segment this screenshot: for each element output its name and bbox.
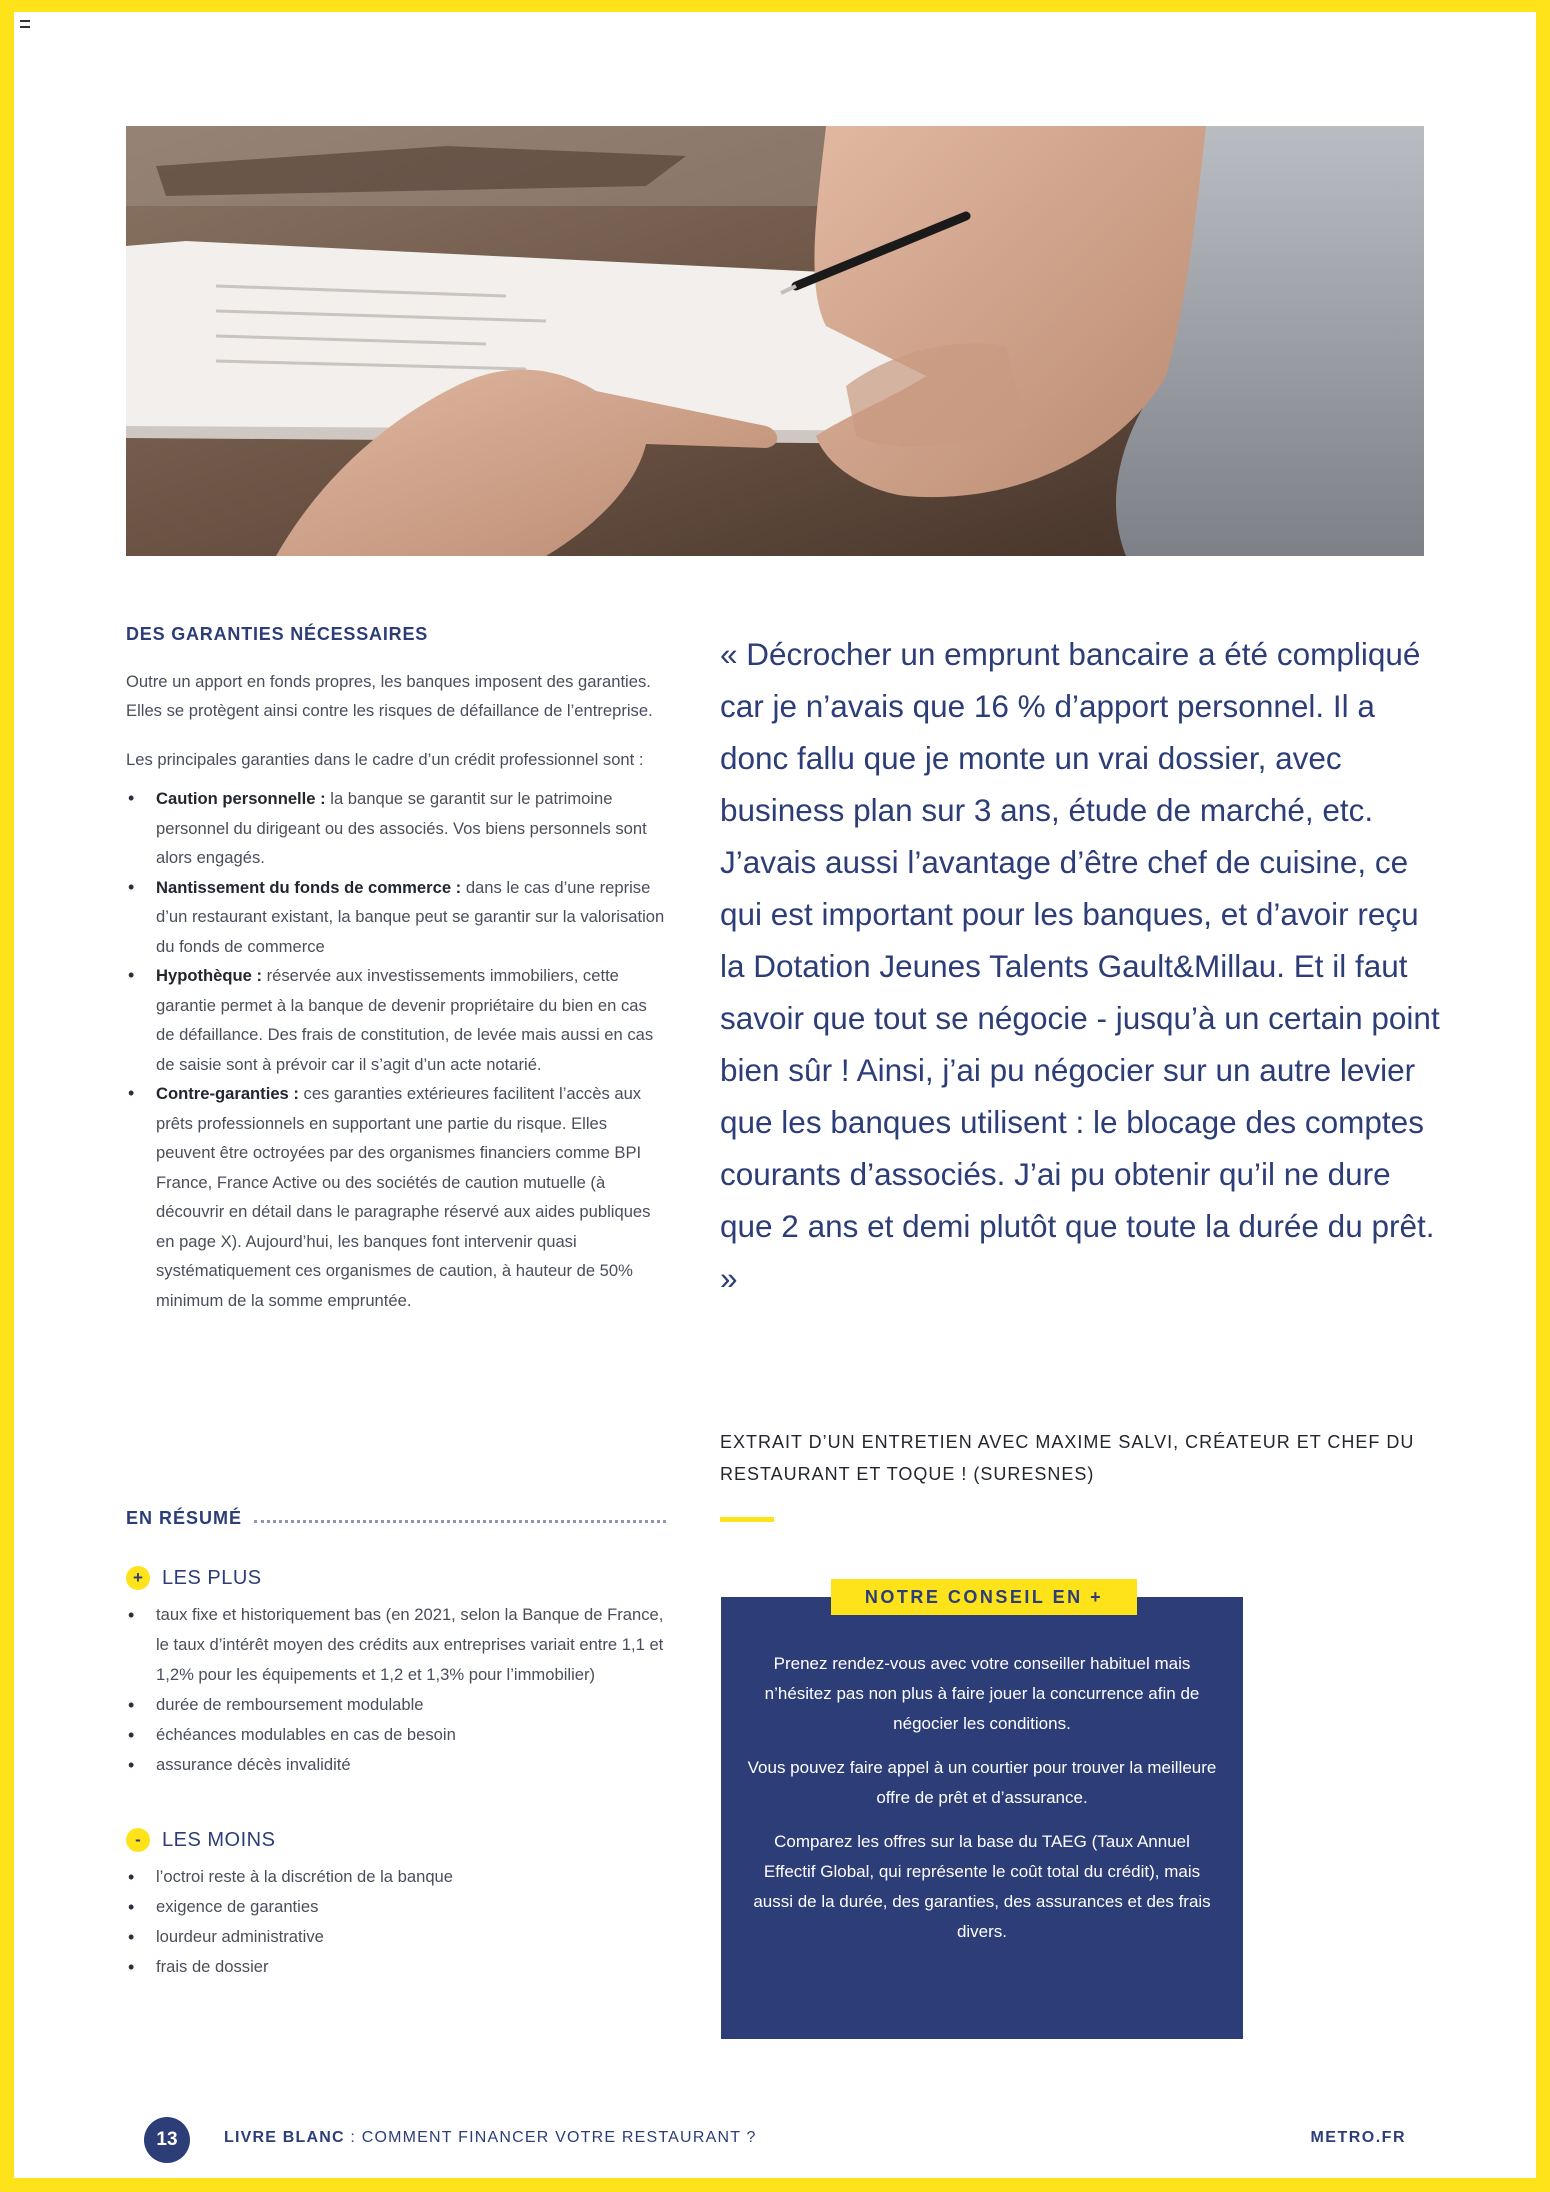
summary-header bbox=[126, 1508, 666, 1529]
guarantees-list bbox=[126, 784, 666, 1315]
list-item bbox=[126, 873, 666, 962]
footer-title bbox=[224, 2129, 757, 2147]
publication-name: LIVRE BLANC bbox=[224, 2129, 345, 2146]
hands-signing-illustration bbox=[126, 126, 1424, 556]
list-item: • l’octroi reste à la discrétion de la banque bbox=[126, 1862, 666, 1892]
list-item bbox=[126, 961, 666, 1079]
cons-list bbox=[126, 1862, 666, 1982]
list-item: • échéances modulables en cas de besoin bbox=[126, 1720, 666, 1750]
cons-block bbox=[126, 1828, 666, 1982]
tip-paragraph: Vous pouvez faire appel à un courtier pour trouver la meilleure offre de prêt et d’assurance. bbox=[747, 1758, 1217, 1807]
accent-dash bbox=[720, 1517, 774, 1522]
tip-box bbox=[721, 1587, 1243, 2039]
intro-paragraph: Outre un apport en fonds propres, les banques imposent des garanties. Elles se protègent ainsi contre les risques de défaillance de l’entreprise. bbox=[126, 672, 653, 720]
cons-header bbox=[126, 1828, 666, 1852]
page-number: 13 bbox=[144, 2117, 190, 2163]
list-item: • lourdeur administrative bbox=[126, 1922, 666, 1952]
tip-body bbox=[747, 1649, 1217, 1961]
tip-label: NOTRE CONSEIL EN + bbox=[831, 1579, 1137, 1615]
tip-paragraph: Prenez rendez-vous avec votre conseiller habituel mais n’hésitez pas non plus à faire jouer la concurrence afin de négocier les conditions. bbox=[764, 1654, 1200, 1733]
guarantee-term: Contre-garanties : bbox=[156, 1084, 299, 1103]
quote-attribution: EXTRAIT D’UN ENTRETIEN AVEC MAXIME SALVI, CRÉATEUR ET CHEF DU RESTAURANT ET TOQUE ! (SURESNES) bbox=[720, 1432, 1415, 1484]
list-item: • frais de dossier bbox=[126, 1952, 666, 1982]
pros-block bbox=[126, 1566, 666, 1780]
guarantee-term: Nantissement du fonds de commerce : bbox=[156, 877, 462, 897]
plus-icon: + bbox=[126, 1566, 150, 1590]
minus-icon: - bbox=[126, 1828, 150, 1852]
list-item: • durée de remboursement modulable bbox=[126, 1690, 666, 1720]
hero-photo bbox=[126, 126, 1424, 556]
pros-header bbox=[126, 1566, 666, 1590]
list-item: • taux fixe et historiquement bas (en 2021, selon la Banque de France, le taux d’intérêt moyen des crédits aux entreprises variait entre 1,1 et 1,2% pour les équipements et 1,2 et 1,3% pour l’immobilier) bbox=[126, 1600, 666, 1690]
cons-label: LES MOINS bbox=[162, 1828, 276, 1851]
publication-subtitle: : COMMENT FINANCER VOTRE RESTAURANT ? bbox=[344, 2129, 757, 2146]
guarantee-text: la banque se garantit sur le patrimoine personnel du dirigeant ou des associés. Vos biens personnels sont alors engagés. bbox=[156, 789, 647, 867]
pull-quote: « Décrocher un emprunt bancaire a été compliqué car je n’avais que 16 % d’apport personnel. Il a donc fallu que je monte un vrai dossier, avec business plan sur 3 ans, étude de marché, etc. J’avais aussi l’avantage d’être chef de cuisine, ce qui est important pour les banques, et d’avoir reçu la Dotation Jeunes Talents Gault&Millau. Et il faut savoir que tout se négocie - jusqu’à un certain point bien sûr ! Ainsi, j’ai pu négocier sur un autre levier que les banques utilisent : le blocage des comptes courants d’associés. J’ai pu obtenir qu’il ne dure que 2 ans et demi plutôt que toute la durée du prêt. » bbox=[720, 636, 1440, 1296]
guarantee-text: ces garanties extérieures facilitent l’accès aux prêts professionnels en supportant une partie du risque. Elles peuvent être octroyées par des organismes financiers comme BPI France, France Active ou des sociétés de caution mutuelle (à découvrir en détail dans le paragraphe réservé aux aides publiques en page X). Aujourd’hui, les banques font intervenir quasi systématiquement ces organismes de caution, à hauteur de 50% minimum de la somme empruntée. bbox=[156, 1084, 651, 1310]
guarantee-term: Hypothèque : bbox=[156, 966, 263, 985]
guarantees-section bbox=[126, 624, 666, 1315]
menu-icon[interactable] bbox=[20, 20, 30, 28]
site-link[interactable]: METRO.FR bbox=[1310, 2129, 1406, 2146]
guarantee-text: réservée aux investissements immobiliers, cette garantie permet à la banque de devenir propriétaire du bien en cas de défaillance. Des frais de constitution, de levée mais aussi en cas de saisie sont à prévoir car il s’agit d’un acte notarié. bbox=[156, 966, 654, 1074]
tip-paragraph: Comparez les offres sur la base du TAEG (Taux Annuel Effectif Global, qui représente le coût total du crédit), mais aussi de la durée, des garanties, des assurances et des frais divers. bbox=[753, 1832, 1211, 1941]
lead-paragraph: Les principales garanties dans le cadre d’un crédit professionnel sont : bbox=[126, 750, 644, 769]
pros-label: LES PLUS bbox=[162, 1566, 262, 1589]
list-item: • assurance décès invalidité bbox=[126, 1750, 666, 1780]
list-item bbox=[126, 784, 666, 873]
pros-list bbox=[126, 1600, 666, 1780]
guarantee-term: Caution personnelle : bbox=[156, 789, 326, 808]
summary-title: EN RÉSUMÉ bbox=[126, 1508, 243, 1528]
section-heading: DES GARANTIES NÉCESSAIRES bbox=[126, 624, 429, 644]
list-item: • exigence de garanties bbox=[126, 1892, 666, 1922]
list-item bbox=[126, 1079, 666, 1315]
guarantee-text: dans le cas d’une reprise d’un restaurant existant, la banque peut se garantir sur la valorisation du fonds de commerce bbox=[156, 877, 665, 956]
dotted-divider bbox=[254, 1520, 666, 1523]
